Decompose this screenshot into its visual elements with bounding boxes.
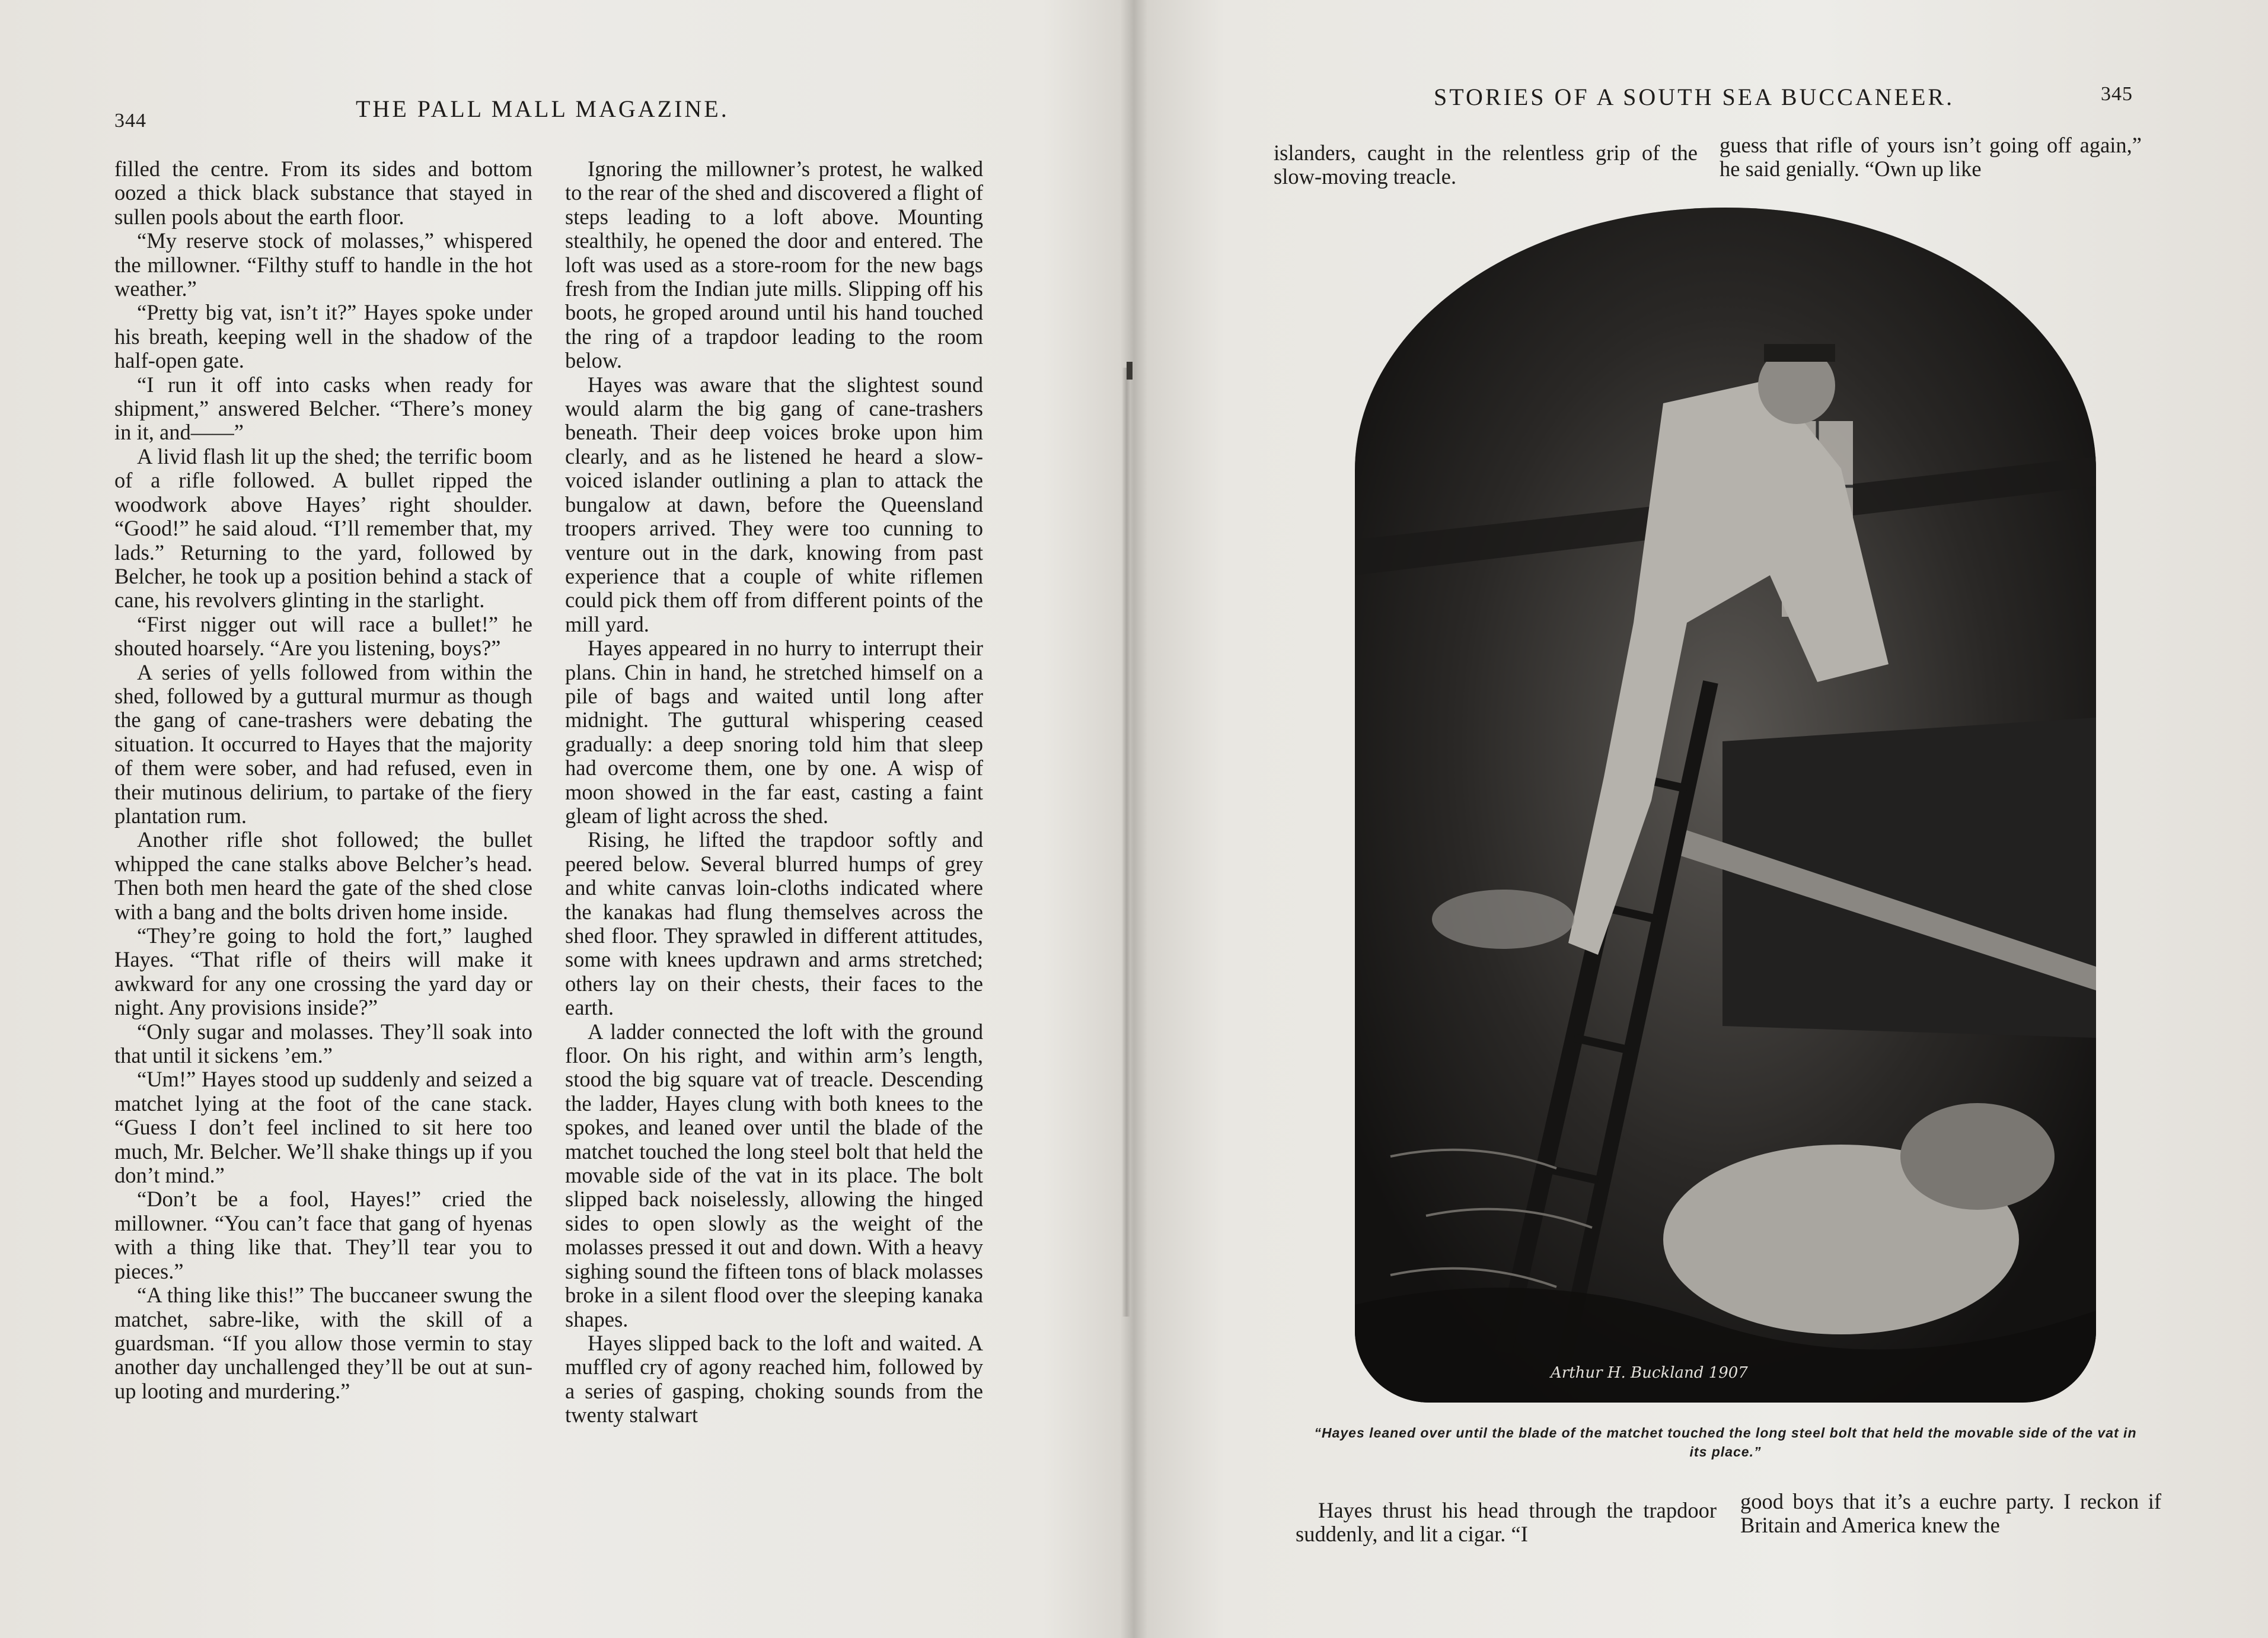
paragraph: Hayes appeared in no hurry to interrupt their plans. Chin in hand, he stretched himself on a pile of bags and waited until long after midnight. The guttural whispering ceased gradually: a deep snoring told him that sleep had overcome them, one by one. A wisp of moon showed in the far east, casting a faint gleam of light across the shed. <box>565 636 983 828</box>
paragraph: Hayes slipped back to the loft and waited. A muffled cry of agony reached him, followed by a series of gasping, choking sounds from the twenty stalwart <box>565 1330 983 1427</box>
paragraph: “A thing like this!” The buccaneer swung the matchet, sabre-like, with the skill of a guardsman. “If you allow those vermin to stay another day unchallenged they’ll be out at sun-up looting and murdering.” <box>114 1283 532 1403</box>
paragraph: “First nigger out will race a bullet!” he shouted hoarsely. “Are you listening, boys?” <box>114 611 532 661</box>
running-head-right: STORIES OF A SOUTH SEA BUCCANEER. <box>1434 84 1955 110</box>
paragraph: Hayes thrust his head through the trapdoor suddenly, and lit a cigar. “I <box>1296 1498 1717 1547</box>
paragraph: “Don’t be a fool, Hayes!” cried the millowner. “You can’t face that gang of hyenas with a thing like that. They’ll tear you to pieces.” <box>114 1187 532 1283</box>
right-bottom-column-2 <box>1740 1490 2161 1538</box>
paragraph: “Um!” Hayes stood up suddenly and seized a matchet lying at the foot of the cane stack. “Guess I don’t feel inclined to sit here too much, Mr. Belcher. We’ll shake things up if you don’t mind.” <box>114 1067 532 1188</box>
running-head-left: THE PALL MALL MAGAZINE. <box>356 95 729 122</box>
left-page <box>0 0 1130 1638</box>
illustration-caption: “Hayes leaned over until the blade of the matchet touched the long steel bolt that held the movable side of the vat in its place.” <box>1314 1425 2137 1459</box>
right-top-column-1 <box>1274 141 1698 189</box>
artist-signature: Arthur H. Buckland 1907 <box>1551 1364 1748 1382</box>
page-number-left: 344 <box>114 110 146 132</box>
page-number-right: 345 <box>2101 83 2133 105</box>
illustration-artwork <box>1355 208 2096 1403</box>
paragraph: Another rifle shot followed; the bullet whipped the cane stalks above Belcher’s head. Then both men heard the gate of the shed close with a bang and the bolts driven home inside. <box>114 827 532 924</box>
paragraph: islanders, caught in the relentless grip of the slow-moving treacle. <box>1274 141 1698 189</box>
paragraph: Ignoring the millowner’s protest, he walked to the rear of the shed and discovered a flight of steps leading to a loft above. Mounting stealthily, he opened the door and entered. The loft was used as a store-room for the new bags fresh from the Indian jute mills. Slipping off his boots, he groped around until his hand touched the ring of a trapdoor leading to the room below. <box>565 157 983 373</box>
right-bottom-column-1 <box>1296 1499 1717 1547</box>
paragraph: “I run it off into casks when ready for shipment,” answered Belcher. “There’s money in it, and——” <box>114 372 532 445</box>
paragraph: Hayes was aware that the slightest sound would alarm the big gang of cane-trashers beneath. Their deep voices broke upon him clearly, and as he listened he heard a slow-voiced islander outlining a plan to attack the bungalow at dawn, before the Queensland troopers arrived. They were too cunning to venture out in the dark, knowing from past experience that a couple of white riflemen could pick them off from different points of the mill yard. <box>565 372 983 636</box>
paragraph: guess that rifle of yours isn’t going off again,” he said genially. “Own up like <box>1720 133 2142 181</box>
paragraph: A series of yells followed from within the shed, followed by a guttural murmur as though the gang of cane-trashers were debating the situation. It occurred to Hayes that the majority of them were sober, and had refused, even in their mutinous delirium, to partake of the fiery plantation rum. <box>114 659 532 828</box>
paragraph: filled the centre. From its sides and bottom oozed a thick black substance that stayed in sullen pools about the earth floor. <box>114 157 532 229</box>
paragraph: Rising, he lifted the trapdoor softly and peered below. Several blurred humps of grey and white canvas loin-cloths indicated where the kanakas had flung themselves across the shed floor. They sprawled in different attitudes, some with knees updrawn and arms stretched; others lay on their chests, their faces to the earth. <box>565 827 983 1020</box>
paragraph: “Only sugar and molasses. They’ll soak into that until it sickens ’em.” <box>114 1019 532 1068</box>
left-page-column-1 <box>114 157 532 1403</box>
paragraph: “They’re going to hold the fort,” laughed Hayes. “That rifle of theirs will make it awkward for any one crossing the yard day or night. Any provisions inside?” <box>114 923 532 1020</box>
paragraph: A livid flash lit up the shed; the terrific boom of a rifle followed. A bullet ripped the woodwork above Hayes’ right shoulder. “Good!” he said aloud. “I’ll remember that, my lads.” Returning to the yard, followed by Belcher, he took up a position behind a stack of cane, his revolvers glinting in the starlight. <box>114 444 532 613</box>
left-page-column-2 <box>565 157 983 1427</box>
right-top-column-2 <box>1720 133 2142 181</box>
paragraph: “My reserve stock of molasses,” whispered the millowner. “Filthy stuff to handle in the hot weather.” <box>114 228 532 301</box>
illustration <box>1355 208 2096 1403</box>
paragraph: good boys that it’s a euchre party. I reckon if Britain and America knew the <box>1740 1489 2161 1538</box>
paragraph: A ladder connected the loft with the ground floor. On his right, and within arm’s length, stood the big square vat of treacle. Descending the ladder, Hayes clung with both knees to the spokes, and leaned over until the blade of the matchet touched the long steel bolt that held the movable side of the vat in its place. The bolt slipped back noiselessly, allowing the hinged sides to open slowly as the weight of the molasses pressed it out and down. With a heavy sighing sound the fifteen tons of black molasses broke in a silent flood over the sleeping kanaka shapes. <box>565 1019 983 1331</box>
paragraph: “Pretty big vat, isn’t it?” Hayes spoke under his breath, keeping well in the shadow of the half-open gate. <box>114 300 532 373</box>
